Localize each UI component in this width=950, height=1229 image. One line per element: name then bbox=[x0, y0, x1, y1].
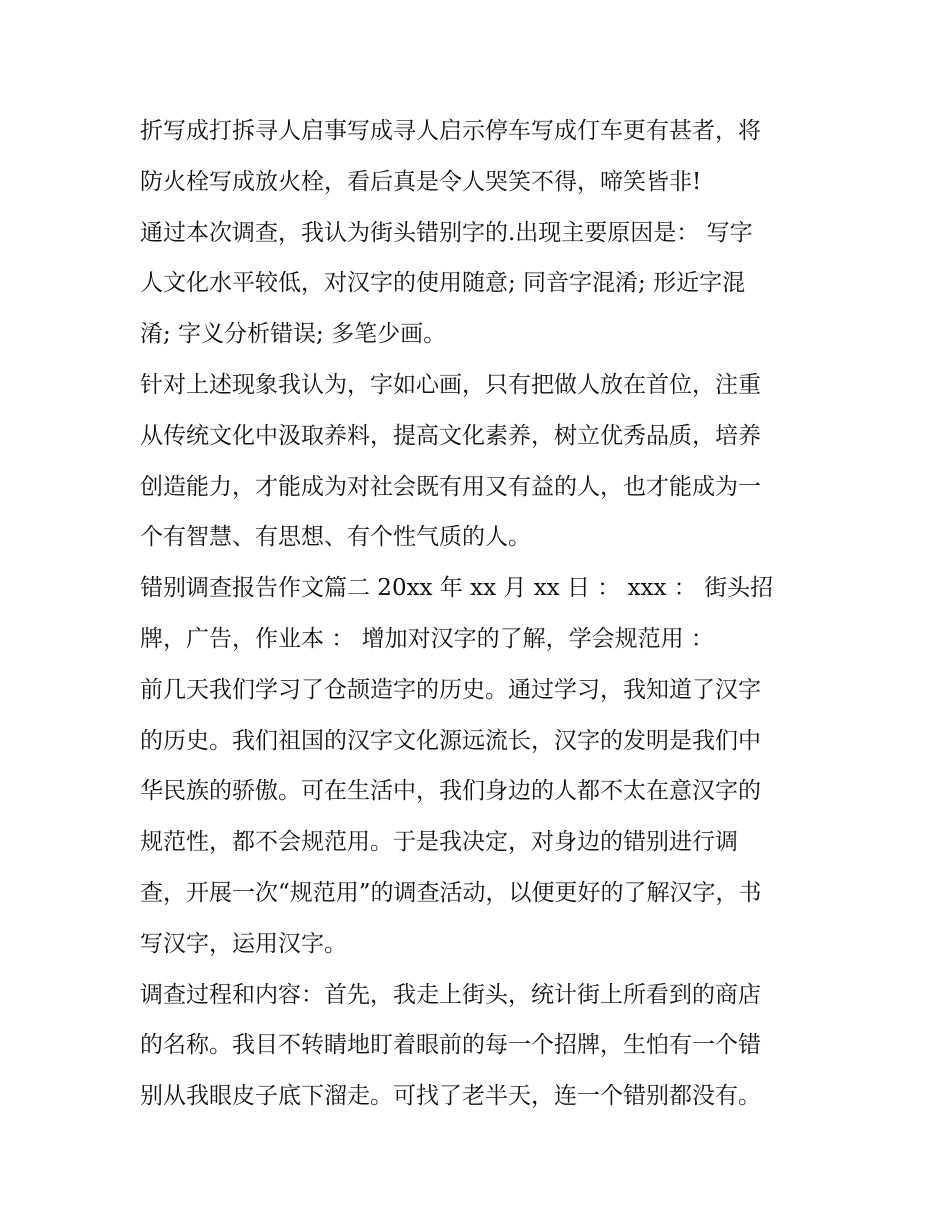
paragraph bbox=[140, 208, 820, 360]
text-line: 针对上述现象我认为，字如心画，只有把做人放在首位，注重 bbox=[140, 371, 761, 398]
paragraph bbox=[140, 563, 820, 665]
text-line: 牌，广告，作业本 ： 增加对汉字的了解，学会规范用 ： bbox=[140, 625, 714, 652]
text-line: 调查过程和内容：首先，我走上街头，统计街上所看到的商店 bbox=[140, 981, 761, 1008]
text-line: 错别调查报告作文篇二 20xx 年 xx 月 xx 日 ： xxx ： 街头招 bbox=[140, 575, 774, 602]
text-line: 人文化水平较低，对汉字的使用随意; 同音字混淆; 形近字混 bbox=[140, 270, 746, 297]
text-line: 前几天我们学习了仓颉造字的历史。通过学习，我知道了汉字 bbox=[140, 676, 761, 703]
text-line: 的历史。我们祖国的汉字文化源远流长，汉字的发明是我们中 bbox=[140, 727, 761, 754]
paragraph bbox=[140, 360, 820, 563]
paragraph bbox=[140, 106, 820, 208]
paragraph bbox=[140, 665, 820, 970]
text-line: 别从我眼皮子底下溜走。可找了老半天，连一个错别都没有。 bbox=[140, 1083, 761, 1110]
text-line: 查，开展一次“规范用”的调查活动，以便更好的了解汉字，书 bbox=[140, 879, 762, 906]
text-line: 折写成打拆寻人启事写成寻人启示停车写成仃车更有甚者，将 bbox=[140, 118, 761, 144]
text-line: 淆; 字义分析错误; 多笔少画。 bbox=[140, 321, 447, 348]
text-line: 通过本次调查，我认为街头错别字的.出现主要原因是： 写字 bbox=[140, 219, 753, 246]
text-line: 创造能力，才能成为对社会既有用又有益的人，也才能成为一 bbox=[140, 473, 761, 500]
paragraph bbox=[140, 970, 820, 1122]
text-line: 华民族的骄傲。可在生活中，我们身边的人都不太在意汉字的 bbox=[140, 778, 761, 805]
text-line: 写汉字，运用汉字。 bbox=[140, 930, 347, 957]
text-line: 从传统文化中汲取养料，提高文化素养，树立优秀品质，培养 bbox=[140, 422, 761, 449]
text-line: 规范性，都不会规范用。于是我决定，对身边的错别进行调 bbox=[140, 829, 738, 856]
text-line: 个有智慧、有思想、有个性气质的人。 bbox=[140, 524, 531, 551]
document-body bbox=[140, 106, 820, 1122]
text-line: 防火栓写成放火栓，看后真是令人哭笑不得，啼笑皆非! bbox=[140, 168, 702, 195]
text-line: 的名称。我目不转睛地盯着眼前的每一个招牌，生怕有一个错 bbox=[140, 1032, 761, 1059]
